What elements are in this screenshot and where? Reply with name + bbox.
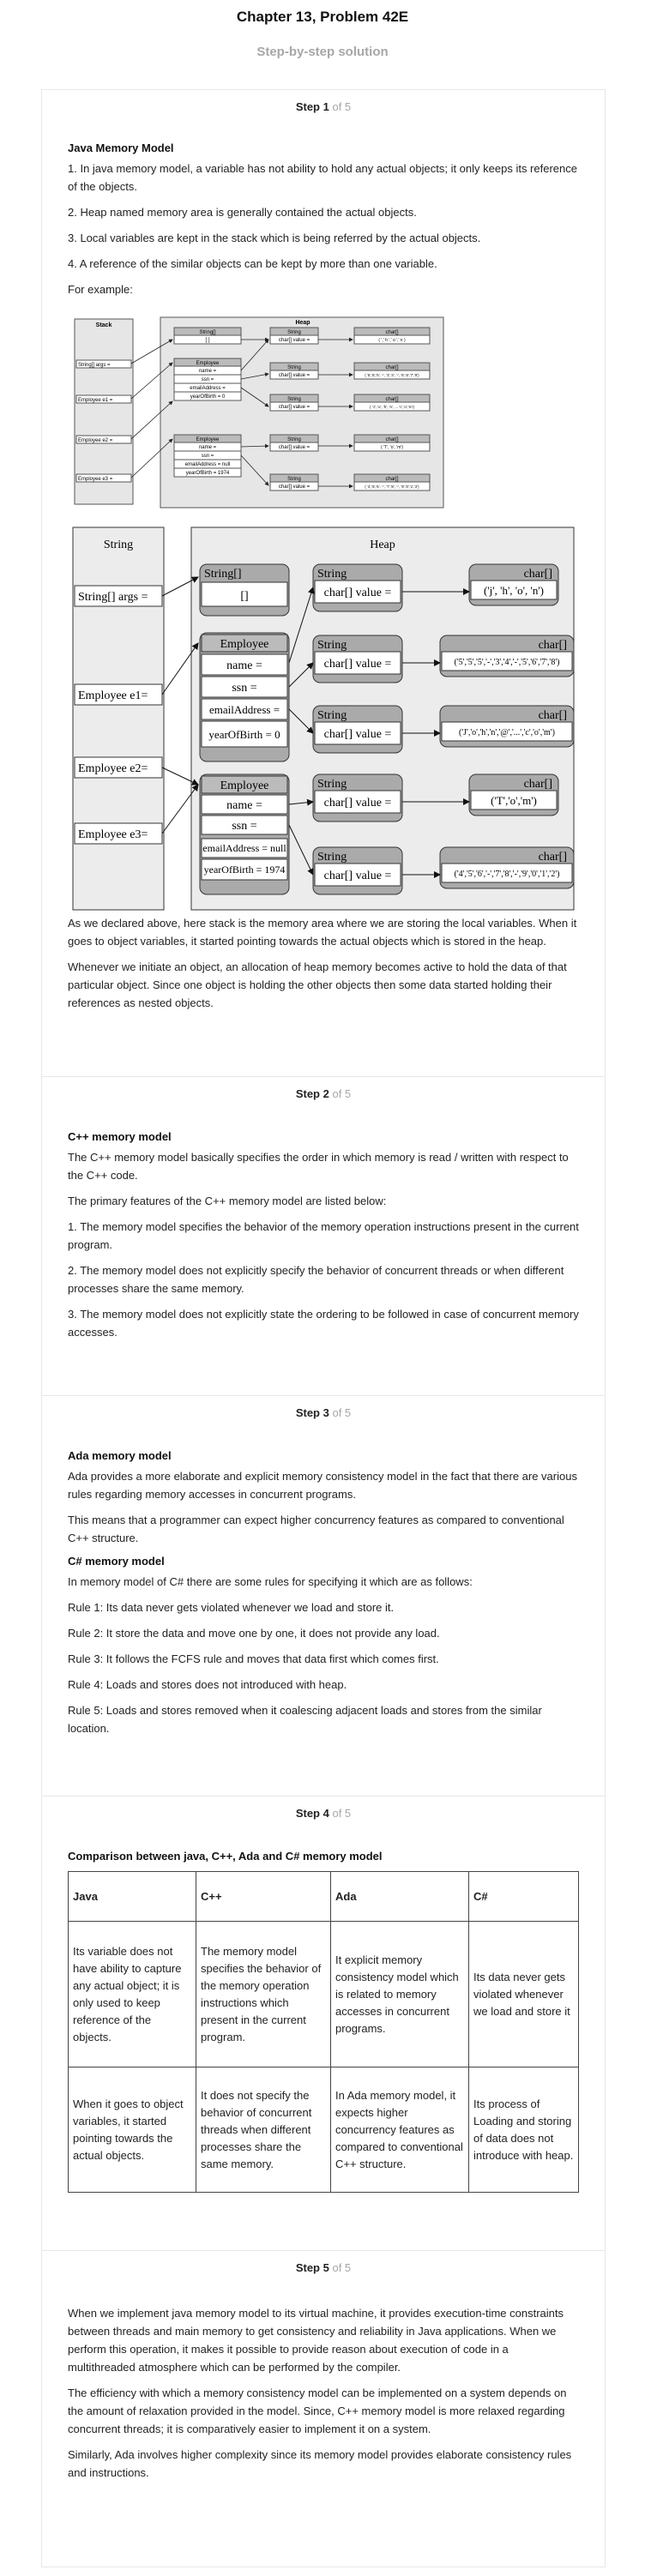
paragraph: This means that a programmer can expect higher concurrency features as compared to conventional C++ structure. <box>68 1514 564 1544</box>
svg-text:yearOfBirth = 0: yearOfBirth = 0 <box>208 728 280 741</box>
svg-text:String: String <box>317 851 347 864</box>
svg-text:String: String <box>287 397 301 402</box>
svg-text:( 'J', 'o', 'h', 'n', ... 'c',: ( 'J', 'o', 'h', 'n', ... 'c','o','m') <box>369 405 415 409</box>
object-field: yearOfBirth = 1974 <box>185 471 230 476</box>
svg-text:( ',' h ',' o ',' n ): ( ',' h ',' o ',' n ) <box>378 338 406 343</box>
svg-text:char[] value =: char[] value = <box>278 338 310 343</box>
string-object <box>313 774 402 822</box>
table-cell: The memory model specifies the behavior of the memory operation instructions which present in the current program. <box>196 1922 331 2067</box>
svg-text:char[]: char[] <box>385 330 399 335</box>
page-title: Chapter 13, Problem 42E <box>236 9 409 25</box>
svg-text:String: String <box>287 365 301 370</box>
step-count: of 5 <box>332 2261 352 2274</box>
table-header-row <box>69 1872 579 1922</box>
string-object <box>313 564 402 611</box>
svg-text:char[] value =: char[] value = <box>323 658 392 671</box>
step-4-header <box>42 1807 605 1820</box>
section-heading: C# memory model <box>68 1555 165 1568</box>
char-array <box>354 394 430 411</box>
svg-text:char[]: char[] <box>538 709 567 722</box>
svg-text:('J','o','h','n','@','...','c': ('J','o','h','n','@','...','c','o','m') <box>459 728 555 737</box>
svg-text:String: String <box>317 778 347 791</box>
char-array <box>440 706 574 747</box>
table-cell: Its process of Loading and storing of data does not introduce with heap. <box>469 2067 579 2193</box>
paragraph: Rule 1: Its data never gets violated whenever we load and store it. <box>68 1601 395 1614</box>
step-3-card <box>41 1395 606 1797</box>
paragraph: 3. Local variables are kept in the stack which is being referred by the actual objects. <box>68 232 481 244</box>
char-array <box>354 474 430 491</box>
svg-text:char[]: char[] <box>523 778 552 791</box>
svg-text:name =: name = <box>226 799 262 812</box>
stack-var: Employee e1 = <box>78 398 113 403</box>
string-object <box>270 394 318 411</box>
stack-title: Stack <box>95 322 112 328</box>
svg-text:char[]: char[] <box>385 365 399 370</box>
string-object <box>270 474 318 491</box>
char-array <box>354 435 430 451</box>
svg-text:('5','5','5','-','3','4','-',': ('5','5','5','-','3','4','-','5','6','7','8') <box>454 658 560 667</box>
table-row <box>69 2067 579 2193</box>
paragraph: 2. Heap named memory area is generally contained the actual objects. <box>68 206 417 219</box>
column-header: Java <box>69 1872 196 1922</box>
object-field: yearOfBirth = 0 <box>190 394 226 400</box>
svg-text:String: String <box>317 709 347 722</box>
step-label: Step 5 <box>295 2261 329 2274</box>
svg-text:('T','o','m'): ('T','o','m') <box>491 794 537 807</box>
paragraph: Whenever we initiate an object, an allocation of heap memory becomes active to hold the data of that particular object. Since one object is holding the other objects then some data started holding their references as nested objects. <box>68 960 567 1009</box>
paragraph: 1. The memory model specifies the behavior of the memory operation instructions present in the current program. <box>68 1220 579 1251</box>
employee-object <box>200 633 289 761</box>
stack-var: Employee e3= <box>78 828 148 841</box>
employee-object <box>200 774 289 894</box>
paragraph: When we implement java memory model to its virtual machine, it provides execution-time constraints between threads and main memory to get consistency and reliability in Java applications. When we perform this operation, it makes it possible to provide reason about execution of code in a multithreaded atmosphere which can be performed by the compiler. <box>68 2307 564 2374</box>
page-subtitle: Step-by-step solution <box>256 45 389 59</box>
step-label: Step 2 <box>295 1087 329 1100</box>
comparison-table <box>68 1871 579 2193</box>
stack-var: String[] args = <box>78 591 148 604</box>
heap-title: Heap <box>370 539 395 551</box>
step-label: Step 4 <box>295 1807 329 1820</box>
table-cell: In Ada memory model, it expects higher concurrency features as compared to conventional C++ structure. <box>331 2067 469 2193</box>
section-heading: Comparison between java, C++, Ada and C# memory model <box>68 1850 383 1863</box>
step-4-card <box>41 1796 606 2252</box>
step-count: of 5 <box>332 1087 352 1100</box>
paragraph: Ada provides a more elaborate and explicit memory consistency model in the fact that there are various rules regarding memory accesses in concurrent programs. <box>68 1470 577 1501</box>
string-object <box>270 363 318 379</box>
svg-text:char[]: char[] <box>385 397 399 402</box>
column-header: C++ <box>196 1872 331 1922</box>
string-object <box>313 706 402 753</box>
object-field: ssn = <box>201 454 214 459</box>
svg-text:ssn =: ssn = <box>232 820 257 833</box>
object-title: String[] <box>199 330 216 335</box>
char-array <box>469 774 558 816</box>
step-label: Step 3 <box>295 1406 329 1419</box>
object-title: Employee <box>196 437 220 442</box>
object-field: name = <box>198 369 217 374</box>
char-array <box>440 847 574 888</box>
svg-text:String: String <box>287 437 301 442</box>
column-header: C# <box>469 1872 579 1922</box>
step-2-card <box>41 1076 606 1397</box>
object-field: [ ] <box>205 338 210 343</box>
step-count: of 5 <box>332 1406 352 1419</box>
svg-text:char[]: char[] <box>385 437 399 442</box>
svg-text:char[]: char[] <box>523 568 552 581</box>
section-heading: C++ memory model <box>68 1130 172 1143</box>
svg-text:char[] value =: char[] value = <box>323 587 392 599</box>
string-object <box>313 847 402 894</box>
stack-var: String[] args = <box>78 363 111 368</box>
string-object <box>270 328 318 344</box>
paragraph: 1. In java memory model, a variable has not ability to hold any actual objects; it only keeps its reference of the objects. <box>68 162 577 193</box>
stack-var: Employee e2= <box>78 762 148 775</box>
svg-text:emailAddress = null: emailAddress = null <box>202 842 286 854</box>
object-title: Employee <box>196 361 220 366</box>
step-5-card <box>41 2250 606 2567</box>
svg-text:String: String <box>317 639 347 652</box>
section-heading: Ada memory model <box>68 1449 172 1462</box>
svg-text:char[] value =: char[] value = <box>278 445 310 450</box>
memory-diagram-small <box>71 316 447 509</box>
paragraph: For example: <box>68 283 133 296</box>
char-array <box>440 635 574 677</box>
char-array <box>469 564 558 605</box>
svg-text:('j', 'h', 'o', 'n'): ('j', 'h', 'o', 'n') <box>483 584 545 597</box>
paragraph: 2. The memory model does not explicitly specify the behavior of concurrent threads or when different processes share the same memory. <box>68 1264 564 1295</box>
svg-text:name =: name = <box>226 659 262 672</box>
table-cell: It explicit memory consistency model which is related to memory accesses in concurrent programs. <box>331 1922 469 2067</box>
svg-text:char[] value =: char[] value = <box>278 405 310 410</box>
table-row <box>69 1922 579 2067</box>
stack-var: Employee e1= <box>78 689 148 702</box>
svg-text:( '4','5','6', '-', '7','8', ': ( '4','5','6', '-', '7','8', '-', '9','0','1','2') <box>365 485 419 489</box>
step-3-header <box>42 1406 605 1419</box>
svg-text:String: String <box>317 568 347 581</box>
svg-text:emailAddress =: emailAddress = <box>208 703 280 716</box>
svg-text:String: String <box>287 477 301 482</box>
svg-text:char[] value =: char[] value = <box>323 797 392 810</box>
svg-text:ssn =: ssn = <box>232 682 257 695</box>
svg-text:yearOfBirth = 1974: yearOfBirth = 1974 <box>203 864 286 876</box>
paragraph: As we declared above, here stack is the memory area where we are storing the local variables. When it goes to object variables, it started pointing towards the actual objects which is stored in the heap. <box>68 917 577 948</box>
heap-title: Heap <box>295 320 310 326</box>
svg-text:Employee: Employee <box>220 779 269 792</box>
step-1-header <box>42 100 605 113</box>
step-1-card <box>41 89 606 1078</box>
step-count: of 5 <box>332 100 352 113</box>
svg-text:char[]: char[] <box>538 639 567 652</box>
step-count: of 5 <box>332 1807 352 1820</box>
svg-text:( '5','5','5', '-', '3','4', ': ( '5','5','5', '-', '3','4', '-', '5','6','7','8') <box>365 373 419 377</box>
section-heading: Java Memory Model <box>68 141 174 154</box>
paragraph: The C++ memory model basically specifies the order in which memory is read / written with respect to the C++ code. <box>68 1151 569 1182</box>
stack-title: String <box>103 539 134 551</box>
svg-text:( 'T', 'o', 'm'): ( 'T', 'o', 'm') <box>380 445 404 450</box>
table-cell: Its data never gets violated whenever we load and store it <box>469 1922 579 2067</box>
paragraph: 3. The memory model does not explicitly state the ordering to be followed in case of concurrent memory accesses. <box>68 1308 579 1339</box>
string-array-object <box>200 564 289 616</box>
paragraph: Rule 5: Loads and stores removed when it coalescing adjacent loads and stores from the similar location. <box>68 1704 542 1735</box>
table-cell: It does not specify the behavior of concurrent threads when different processes share the same memory. <box>196 2067 331 2193</box>
paragraph: Similarly, Ada involves higher complexity since its memory model provides elaborate consistency rules and instructions. <box>68 2448 572 2479</box>
char-array <box>354 328 430 344</box>
paragraph: Rule 4: Loads and stores does not introduced with heap. <box>68 1678 347 1691</box>
step-2-header <box>42 1087 605 1100</box>
svg-text:String[]: String[] <box>204 568 242 581</box>
step-label: Step 1 <box>295 100 329 113</box>
object-field: ssn = <box>201 377 214 382</box>
object-field: emailAddress = null <box>184 462 231 467</box>
svg-text:Employee: Employee <box>220 638 269 651</box>
paragraph: 4. A reference of the similar objects can be kept by more than one variable. <box>68 257 437 270</box>
char-array <box>354 363 430 379</box>
svg-text:char[] value =: char[] value = <box>278 373 310 378</box>
paragraph: The efficiency with which a memory consistency model can be implemented on a system depends on the amount of relaxation provided in the model. Since, C++ memory model is more relaxed regarding concurrent threads; it is comparatively easier to implement it on a system. <box>68 2386 567 2435</box>
svg-text:char[]: char[] <box>538 851 567 864</box>
svg-text:[]: [] <box>240 590 249 603</box>
paragraph: In memory model of C# there are some rules for specifying it which are as follows: <box>68 1575 473 1588</box>
svg-text:char[]: char[] <box>385 477 399 482</box>
svg-text:char[] value =: char[] value = <box>323 728 392 741</box>
stack-var: Employee e3 = <box>78 477 113 482</box>
table-cell: Its variable does not have ability to capture any actual object; it is only used to keep reference of the objects. <box>69 1922 196 2067</box>
svg-text:char[] value =: char[] value = <box>278 485 310 490</box>
paragraph: The primary features of the C++ memory model are listed below: <box>68 1195 387 1207</box>
table-cell: When it goes to object variables, it started pointing towards the actual objects. <box>69 2067 196 2193</box>
paragraph: Rule 2: It store the data and move one by one, it does not provide any load. <box>68 1627 440 1640</box>
paragraph: Rule 3: It follows the FCFS rule and moves that data first which comes first. <box>68 1652 439 1665</box>
object-field: emailAddress = <box>190 386 226 391</box>
memory-diagram-large <box>71 526 577 912</box>
svg-text:('4','5','6','-','7','8','-',': ('4','5','6','-','7','8','-','9','0','1','2') <box>454 870 560 879</box>
stack-var: Employee e2 = <box>78 438 113 443</box>
svg-text:String: String <box>287 330 301 335</box>
step-5-header <box>42 2261 605 2274</box>
column-header: Ada <box>331 1872 469 1922</box>
string-object <box>270 435 318 451</box>
string-object <box>313 635 402 683</box>
svg-text:char[] value =: char[] value = <box>323 870 392 882</box>
object-field: name = <box>198 445 217 450</box>
